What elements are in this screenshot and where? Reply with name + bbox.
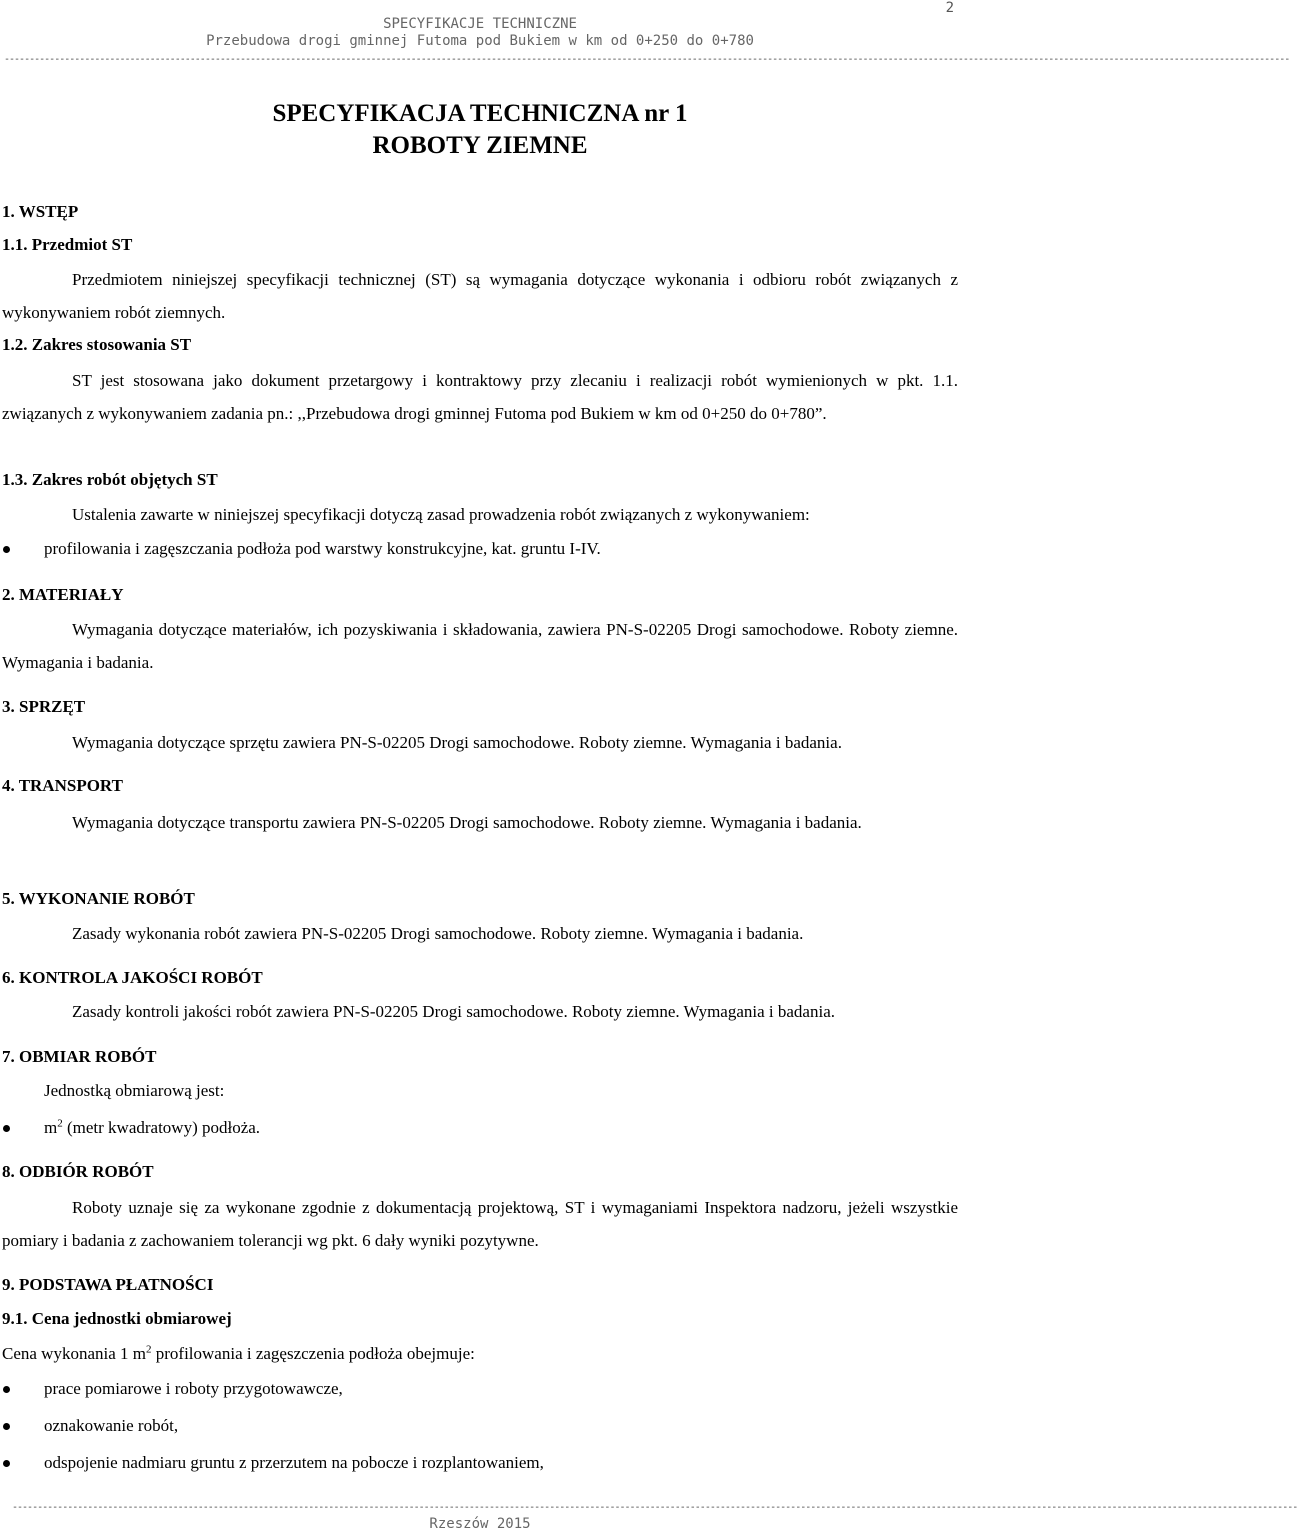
paragraph-6: Zasady kontroli jakości robót zawiera PN-S-02205 Drogi samochodowe. Roboty ziemne. Wymagania i badania. — [72, 1002, 835, 1021]
paragraph-1-2: ST jest stosowana jako dokument przetargowy i kontraktowy przy zlecaniu i realizacji robót wymienionych w pkt. 1.1. związanych z wykonywaniem zadania pn.: ,,Przebudowa drogi gminnej Futoma pod Bukiem w km od 0+250 do 0+780”. — [2, 371, 958, 423]
footer-text: Rzeszów 2015 — [429, 1516, 531, 1532]
bullet-icon — [3, 1386, 10, 1393]
document-title: SPECYFIKACJA TECHNICZNA nr 1 — [272, 100, 688, 127]
section-heading-6: 6. KONTROLA JAKOŚCI ROBÓT — [2, 968, 263, 987]
paragraph-9-1: Cena wykonania 1 $m^2$ profilowania i zagęszczenia podłoża obejmuje: — [2, 1343, 475, 1363]
list-item: odspojenie nadmiaru gruntu z przerzutem na pobocze i rozplantowaniem, — [44, 1453, 544, 1472]
header-subtitle: Przebudowa drogi gminnej Futoma pod Bukiem w km od 0+250 do 0+780 — [206, 33, 754, 49]
subsection-heading-1-1: 1.1. Przedmiot ST — [2, 235, 133, 254]
paragraph-1-3: Ustalenia zawarte w niniejszej specyfikacji dotyczą zasad prowadzenia robót związanych z wykonywaniem: — [72, 505, 810, 524]
section-heading-8: 8. ODBIÓR ROBÓT — [2, 1162, 154, 1181]
paragraph-2: Wymagania dotyczące materiałów, ich pozyskiwania i składowania, zawiera PN-S-02205 Drogi samochodowe. Roboty ziemne. Wymagania i badania. — [2, 620, 958, 672]
section-heading-4: 4. TRANSPORT — [2, 776, 123, 795]
bullet-icon — [3, 546, 10, 553]
footer-separator: ---------------------------------------------------------------------------------------------------------------------------------------------------------------------------------------------------------------------------------------------------------------- — [12, 1502, 1297, 1513]
header-separator: ---------------------------------------------------------------------------------------------------------------------------------------------------------------------------------------------------------------------------------------------------------------- — [4, 54, 1290, 65]
paragraph-5: Zasady wykonania robót zawiera PN-S-02205 Drogi samochodowe. Roboty ziemne. Wymagania i badania. — [72, 924, 804, 943]
bullet-icon — [3, 1125, 10, 1132]
section-heading-3: 3. SPRZĘT — [2, 697, 86, 716]
paragraph-7: Jednostką obmiarową jest: — [44, 1081, 225, 1100]
list-item: prace pomiarowe i roboty przygotowawcze, — [44, 1379, 343, 1398]
paragraph-4: Wymagania dotyczące transportu zawiera PN-S-02205 Drogi samochodowe. Roboty ziemne. Wymagania i badania. — [72, 813, 862, 832]
paragraph-1-1: Przedmiotem niniejszej specyfikacji technicznej (ST) są wymagania dotyczące wykonania i odbioru robót związanych z wykonywaniem robót ziemnych. — [2, 270, 958, 322]
section-heading-9: 9. PODSTAWA PŁATNOŚCI — [2, 1275, 214, 1294]
paragraph-3: Wymagania dotyczące sprzętu zawiera PN-S-02205 Drogi samochodowe. Roboty ziemne. Wymagania i badania. — [72, 733, 842, 752]
bullet-icon — [3, 1460, 10, 1467]
document-subtitle: ROBOTY ZIEMNE — [372, 132, 588, 159]
section-heading-5: 5. WYKONANIE ROBÓT — [2, 889, 195, 908]
list-item: $m^2$ (metr kwadratowy) podłoża. — [44, 1117, 261, 1137]
bullet-icon — [3, 1423, 10, 1430]
list-item: oznakowanie robót, — [44, 1416, 179, 1435]
section-heading-1: 1. WSTĘP — [2, 202, 79, 221]
section-heading-7: 7. OBMIAR ROBÓT — [2, 1047, 157, 1066]
list-item: profilowania i zagęszczania podłoża pod warstwy konstrukcyjne, kat. gruntu I-IV. — [44, 539, 601, 558]
subsection-heading-9-1: 9.1. Cena jednostki obmiarowej — [2, 1309, 232, 1328]
section-heading-2: 2. MATERIAŁY — [2, 585, 124, 604]
subsection-heading-1-3: 1.3. Zakres robót objętych ST — [2, 470, 218, 489]
subsection-heading-1-2: 1.2. Zakres stosowania ST — [2, 335, 192, 354]
paragraph-8: Roboty uznaje się za wykonane zgodnie z dokumentacją projektową, ST i wymaganiami Inspektora nadzoru, jeżeli wszystkie pomiary i badania z zachowaniem tolerancji wg pkt. 6 dały wyniki pozytywne. — [2, 1198, 958, 1250]
header-title: SPECYFIKACJE TECHNICZNE — [383, 16, 577, 32]
page-number: 2 — [945, 0, 954, 16]
